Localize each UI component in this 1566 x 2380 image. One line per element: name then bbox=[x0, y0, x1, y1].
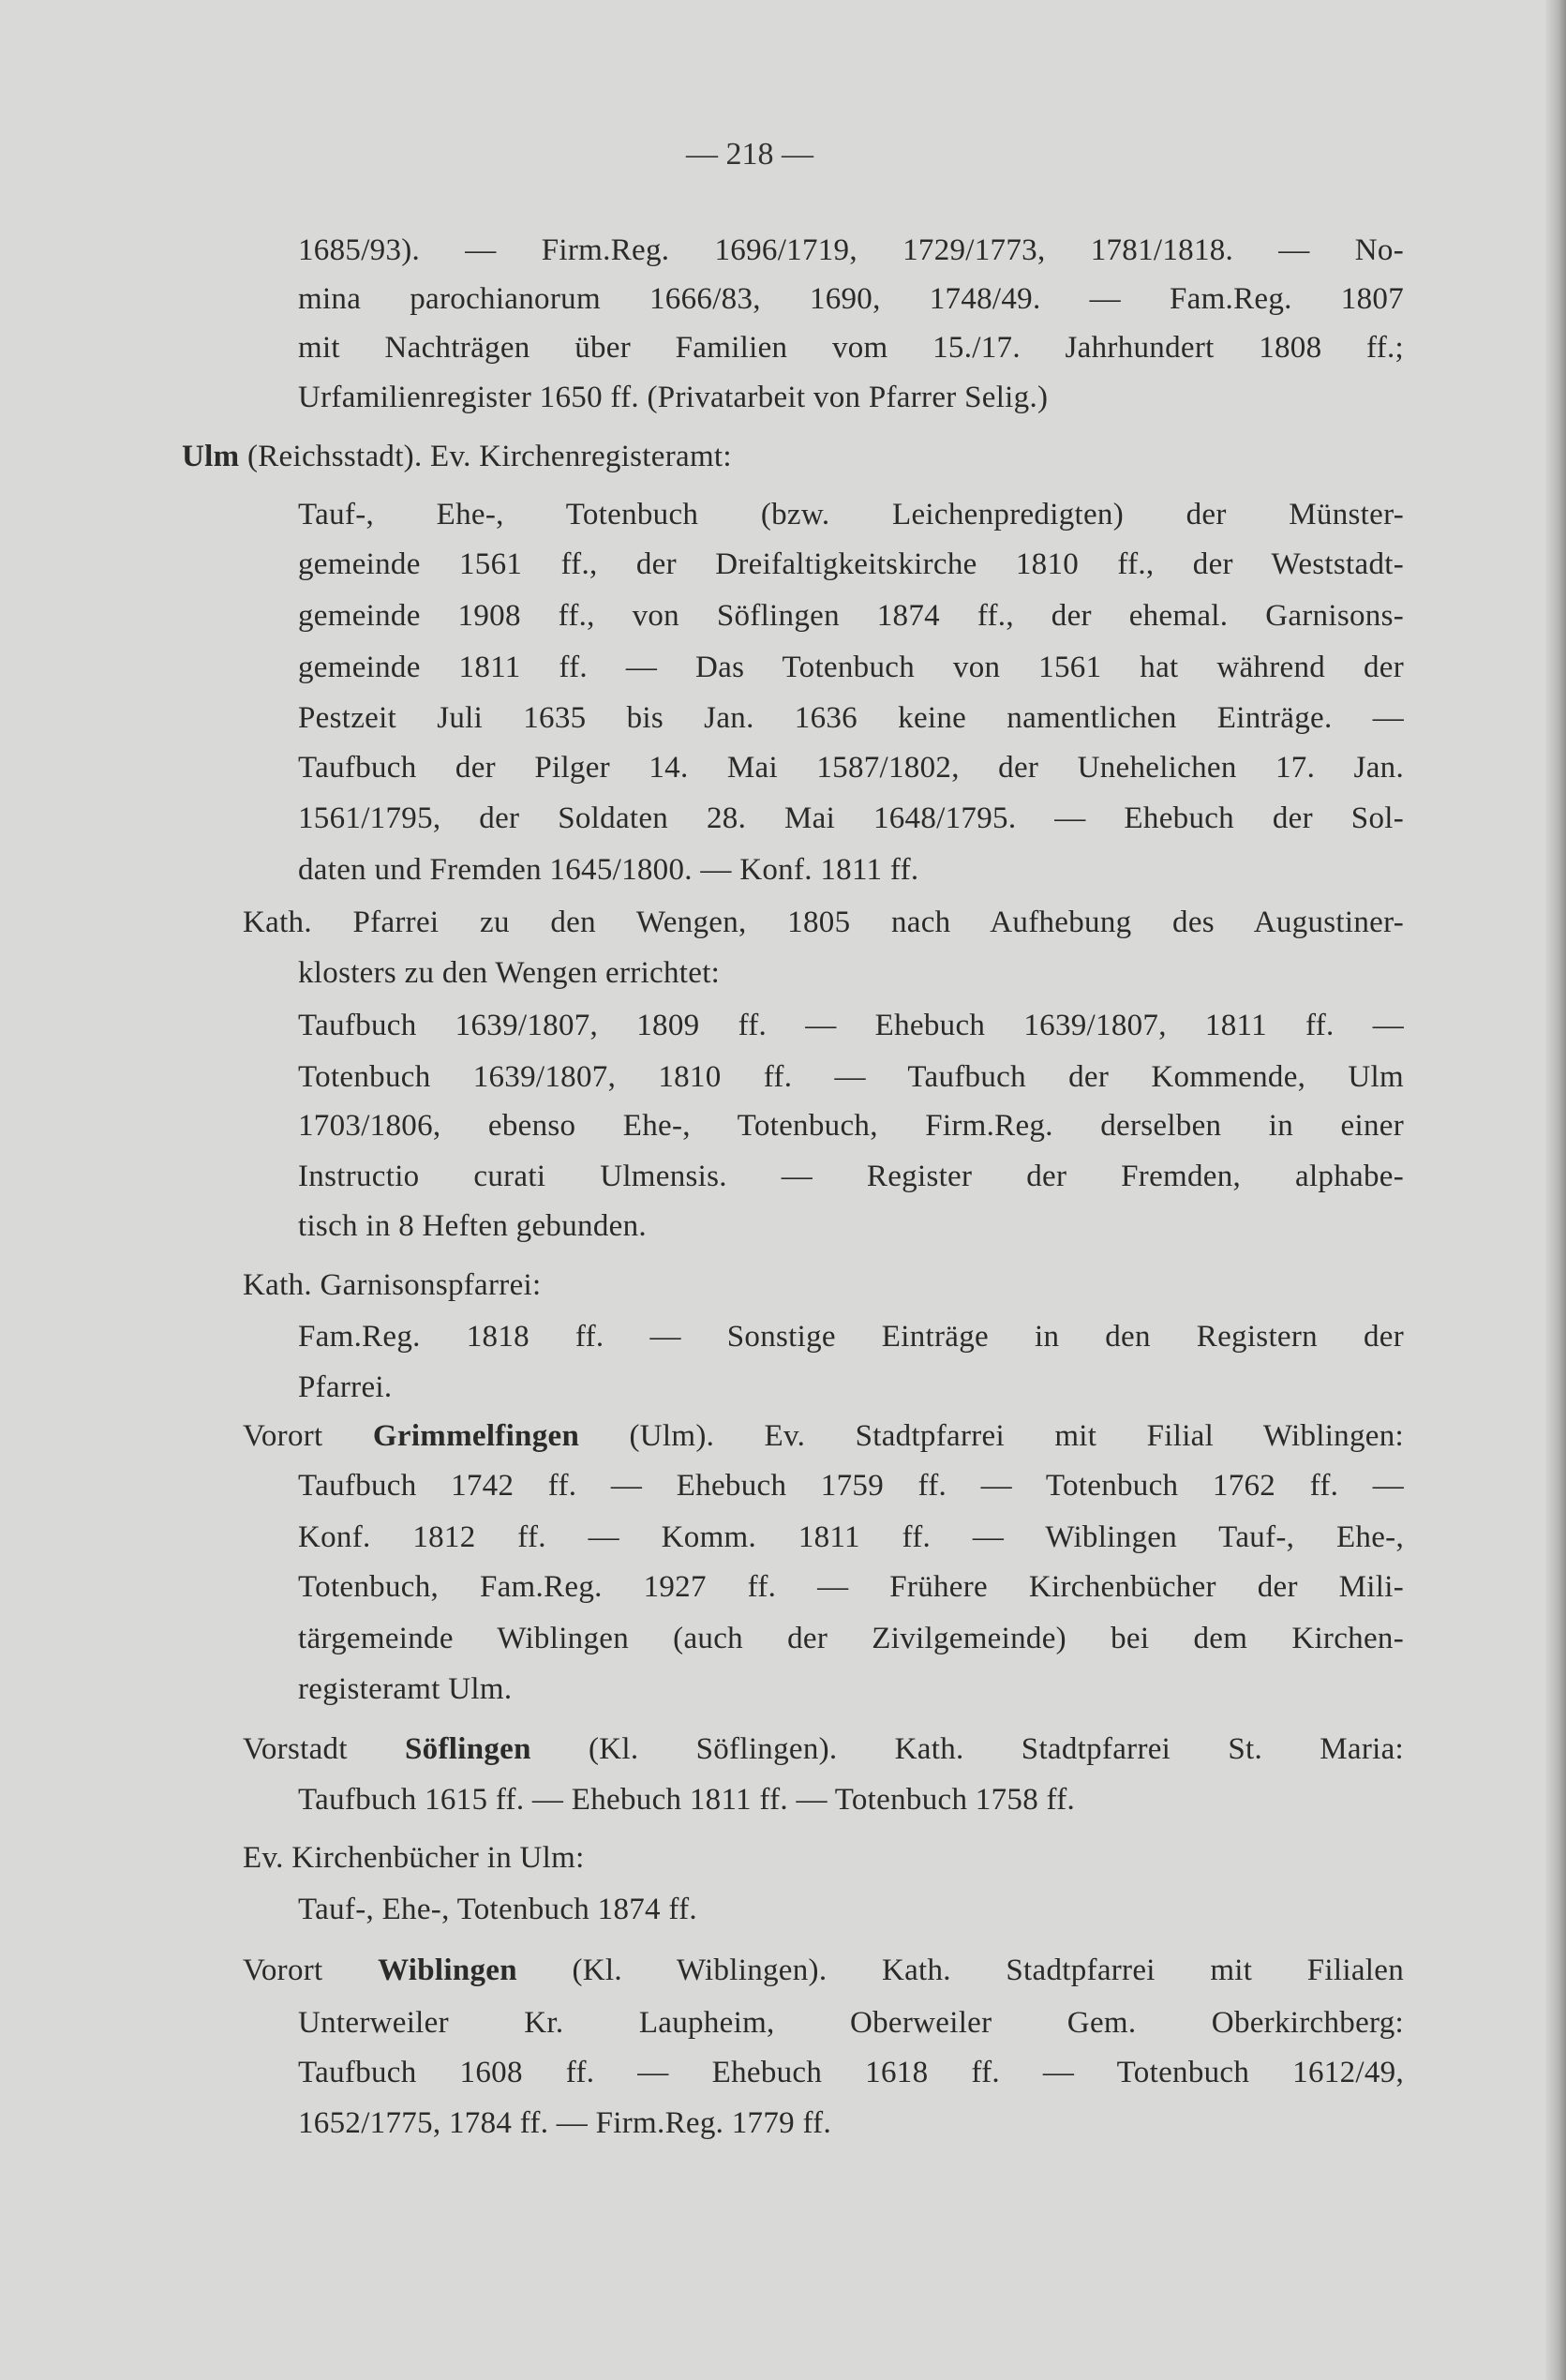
line-text: klosters zu den Wengen errichtet: bbox=[298, 956, 721, 990]
text-line bbox=[298, 2103, 831, 2144]
line-text: Kath. Garnisonspfarrei: bbox=[243, 1268, 542, 1302]
text-line bbox=[298, 1566, 1404, 1608]
place-name: Söflingen bbox=[405, 1732, 531, 1766]
text-line bbox=[298, 595, 1404, 636]
line-text: Totenbuch, Fam.Reg. 1927 ff. — Frühere Kirchenbücher der Mili- bbox=[298, 1570, 1404, 1604]
line-text: 1685/93). — Firm.Reg. 1696/1719, 1729/1773, 1781/1818. — No- bbox=[298, 233, 1404, 267]
line-text: 1703/1806, ebenso Ehe-, Totenbuch, Firm.Reg. derselben in einer bbox=[298, 1109, 1404, 1143]
text-line bbox=[298, 327, 1404, 368]
line-text: Taufbuch 1742 ff. — Ehebuch 1759 ff. — Totenbuch 1762 ff. — bbox=[298, 1469, 1404, 1503]
line-text: Taufbuch der Pilger 14. Mai 1587/1802, der Unehelichen 17. Jan. bbox=[298, 751, 1404, 785]
line-text: Pestzeit Juli 1635 bis Jan. 1636 keine namentlichen Einträge. — bbox=[298, 701, 1404, 735]
line-text: tisch in 8 Heften gebunden. bbox=[298, 1209, 647, 1243]
line-text: Pfarrei. bbox=[298, 1370, 393, 1404]
line-text: 1561/1795, der Soldaten 28. Mai 1648/1795. — Ehebuch der Sol- bbox=[298, 801, 1404, 835]
text-line bbox=[243, 1950, 1404, 1991]
text-line bbox=[298, 798, 1404, 839]
line-text: Vorstadt bbox=[243, 1732, 406, 1766]
text-line bbox=[298, 544, 1404, 585]
place-name: Ulm bbox=[182, 440, 240, 473]
line-text: mina parochianorum 1666/83, 1690, 1748/49. — Fam.Reg. 1807 bbox=[298, 282, 1404, 316]
text-line bbox=[298, 2002, 1404, 2043]
line-text: Taufbuch 1608 ff. — Ehebuch 1618 ff. — Totenbuch 1612/49, bbox=[298, 2056, 1404, 2089]
line-text: tärgemeinde Wiblingen (auch der Zivilgemeinde) bei dem Kirchen- bbox=[298, 1622, 1404, 1655]
line-text: Vorort bbox=[243, 1419, 373, 1453]
text-line bbox=[298, 1517, 1404, 1558]
text-line bbox=[298, 1669, 512, 1710]
place-name: Grimmelfingen bbox=[372, 1419, 580, 1453]
line-text: gemeinde 1908 ff., von Söflingen 1874 ff., der ehemal. Garnisons- bbox=[298, 599, 1404, 633]
line-text: gemeinde 1561 ff., der Dreifaltigkeitskirche 1810 ff., der Weststadt- bbox=[298, 547, 1404, 581]
line-text: Taufbuch 1615 ff. — Ehebuch 1811 ff. — Totenbuch 1758 ff. bbox=[298, 1783, 1076, 1817]
line-text: mit Nachträgen über Familien vom 15./17. Jahrhundert 1808 ff.; bbox=[298, 331, 1404, 365]
text-line bbox=[298, 1367, 392, 1408]
text-line bbox=[243, 1837, 585, 1879]
line-text: gemeinde 1811 ff. — Das Totenbuch von 1561 hat während der bbox=[298, 651, 1404, 684]
text-line bbox=[298, 1316, 1404, 1357]
text-line bbox=[298, 849, 918, 891]
text-line bbox=[298, 1105, 1404, 1146]
text-line bbox=[298, 1779, 1075, 1820]
place-name: Wiblingen bbox=[378, 1953, 517, 1987]
line-text: registeramt Ulm. bbox=[298, 1672, 513, 1706]
line-text: (Kl. Söflingen). Kath. Stadtpfarrei St. Maria: bbox=[530, 1732, 1405, 1766]
text-line bbox=[298, 1056, 1404, 1098]
line-text: (Kl. Wiblingen). Kath. Stadtpfarrei mit Filialen bbox=[516, 1953, 1404, 1987]
line-text: Totenbuch 1639/1807, 1810 ff. — Taufbuch der Kommende, Ulm bbox=[298, 1060, 1404, 1094]
text-line bbox=[298, 1205, 647, 1247]
line-text: Ev. Kirchenbücher in Ulm: bbox=[243, 1841, 585, 1875]
line-text: daten und Fremden 1645/1800. — Konf. 1811 ff. bbox=[298, 853, 919, 887]
line-text: Unterweiler Kr. Laupheim, Oberweiler Gem. Oberkirchberg: bbox=[298, 2006, 1404, 2040]
text-line bbox=[298, 230, 1404, 271]
text-line bbox=[243, 902, 1404, 943]
text-line bbox=[298, 1156, 1404, 1197]
text-line bbox=[298, 952, 720, 994]
line-text: (Ulm). Ev. Stadtpfarrei mit Filial Wiblingen: bbox=[579, 1419, 1404, 1453]
page-number: — 218 — bbox=[686, 137, 813, 172]
line-text: Taufbuch 1639/1807, 1809 ff. — Ehebuch 1639/1807, 1811 ff. — bbox=[298, 1009, 1404, 1042]
line-text: (Reichsstadt). Ev. Kirchenregisteramt: bbox=[239, 440, 732, 473]
text-line bbox=[298, 1465, 1404, 1506]
text-line bbox=[298, 1618, 1404, 1659]
text-line bbox=[243, 1729, 1404, 1770]
text-line bbox=[298, 697, 1404, 739]
page-edge bbox=[1545, 0, 1566, 2380]
line-text: Tauf-, Ehe-, Totenbuch (bzw. Leichenpredigten) der Münster- bbox=[298, 498, 1404, 531]
text-line bbox=[298, 278, 1404, 320]
line-text: Instructio curati Ulmensis. — Register der Fremden, alphabe- bbox=[298, 1160, 1404, 1193]
text-line bbox=[182, 436, 732, 477]
text-line bbox=[298, 647, 1404, 688]
line-text: Vorort bbox=[243, 1953, 379, 1987]
line-text: Urfamilienregister 1650 ff. (Privatarbeit von Pfarrer Selig.) bbox=[298, 381, 1049, 414]
line-text: Fam.Reg. 1818 ff. — Sonstige Einträge in den Registern der bbox=[298, 1320, 1404, 1354]
text-line bbox=[243, 1265, 541, 1306]
line-text: 1652/1775, 1784 ff. — Firm.Reg. 1779 ff. bbox=[298, 2106, 832, 2140]
line-text: Kath. Pfarrei zu den Wengen, 1805 nach Aufhebung des Augustiner- bbox=[243, 906, 1404, 939]
text-line bbox=[298, 1889, 697, 1930]
text-line bbox=[298, 2052, 1404, 2093]
line-text: Konf. 1812 ff. — Komm. 1811 ff. — Wiblingen Tauf-, Ehe-, bbox=[298, 1520, 1404, 1554]
text-line bbox=[298, 1005, 1404, 1046]
line-text: Tauf-, Ehe-, Totenbuch 1874 ff. bbox=[298, 1893, 697, 1926]
text-line bbox=[243, 1415, 1404, 1457]
text-line bbox=[298, 494, 1404, 535]
text-line bbox=[298, 377, 1048, 418]
text-line bbox=[298, 747, 1404, 788]
